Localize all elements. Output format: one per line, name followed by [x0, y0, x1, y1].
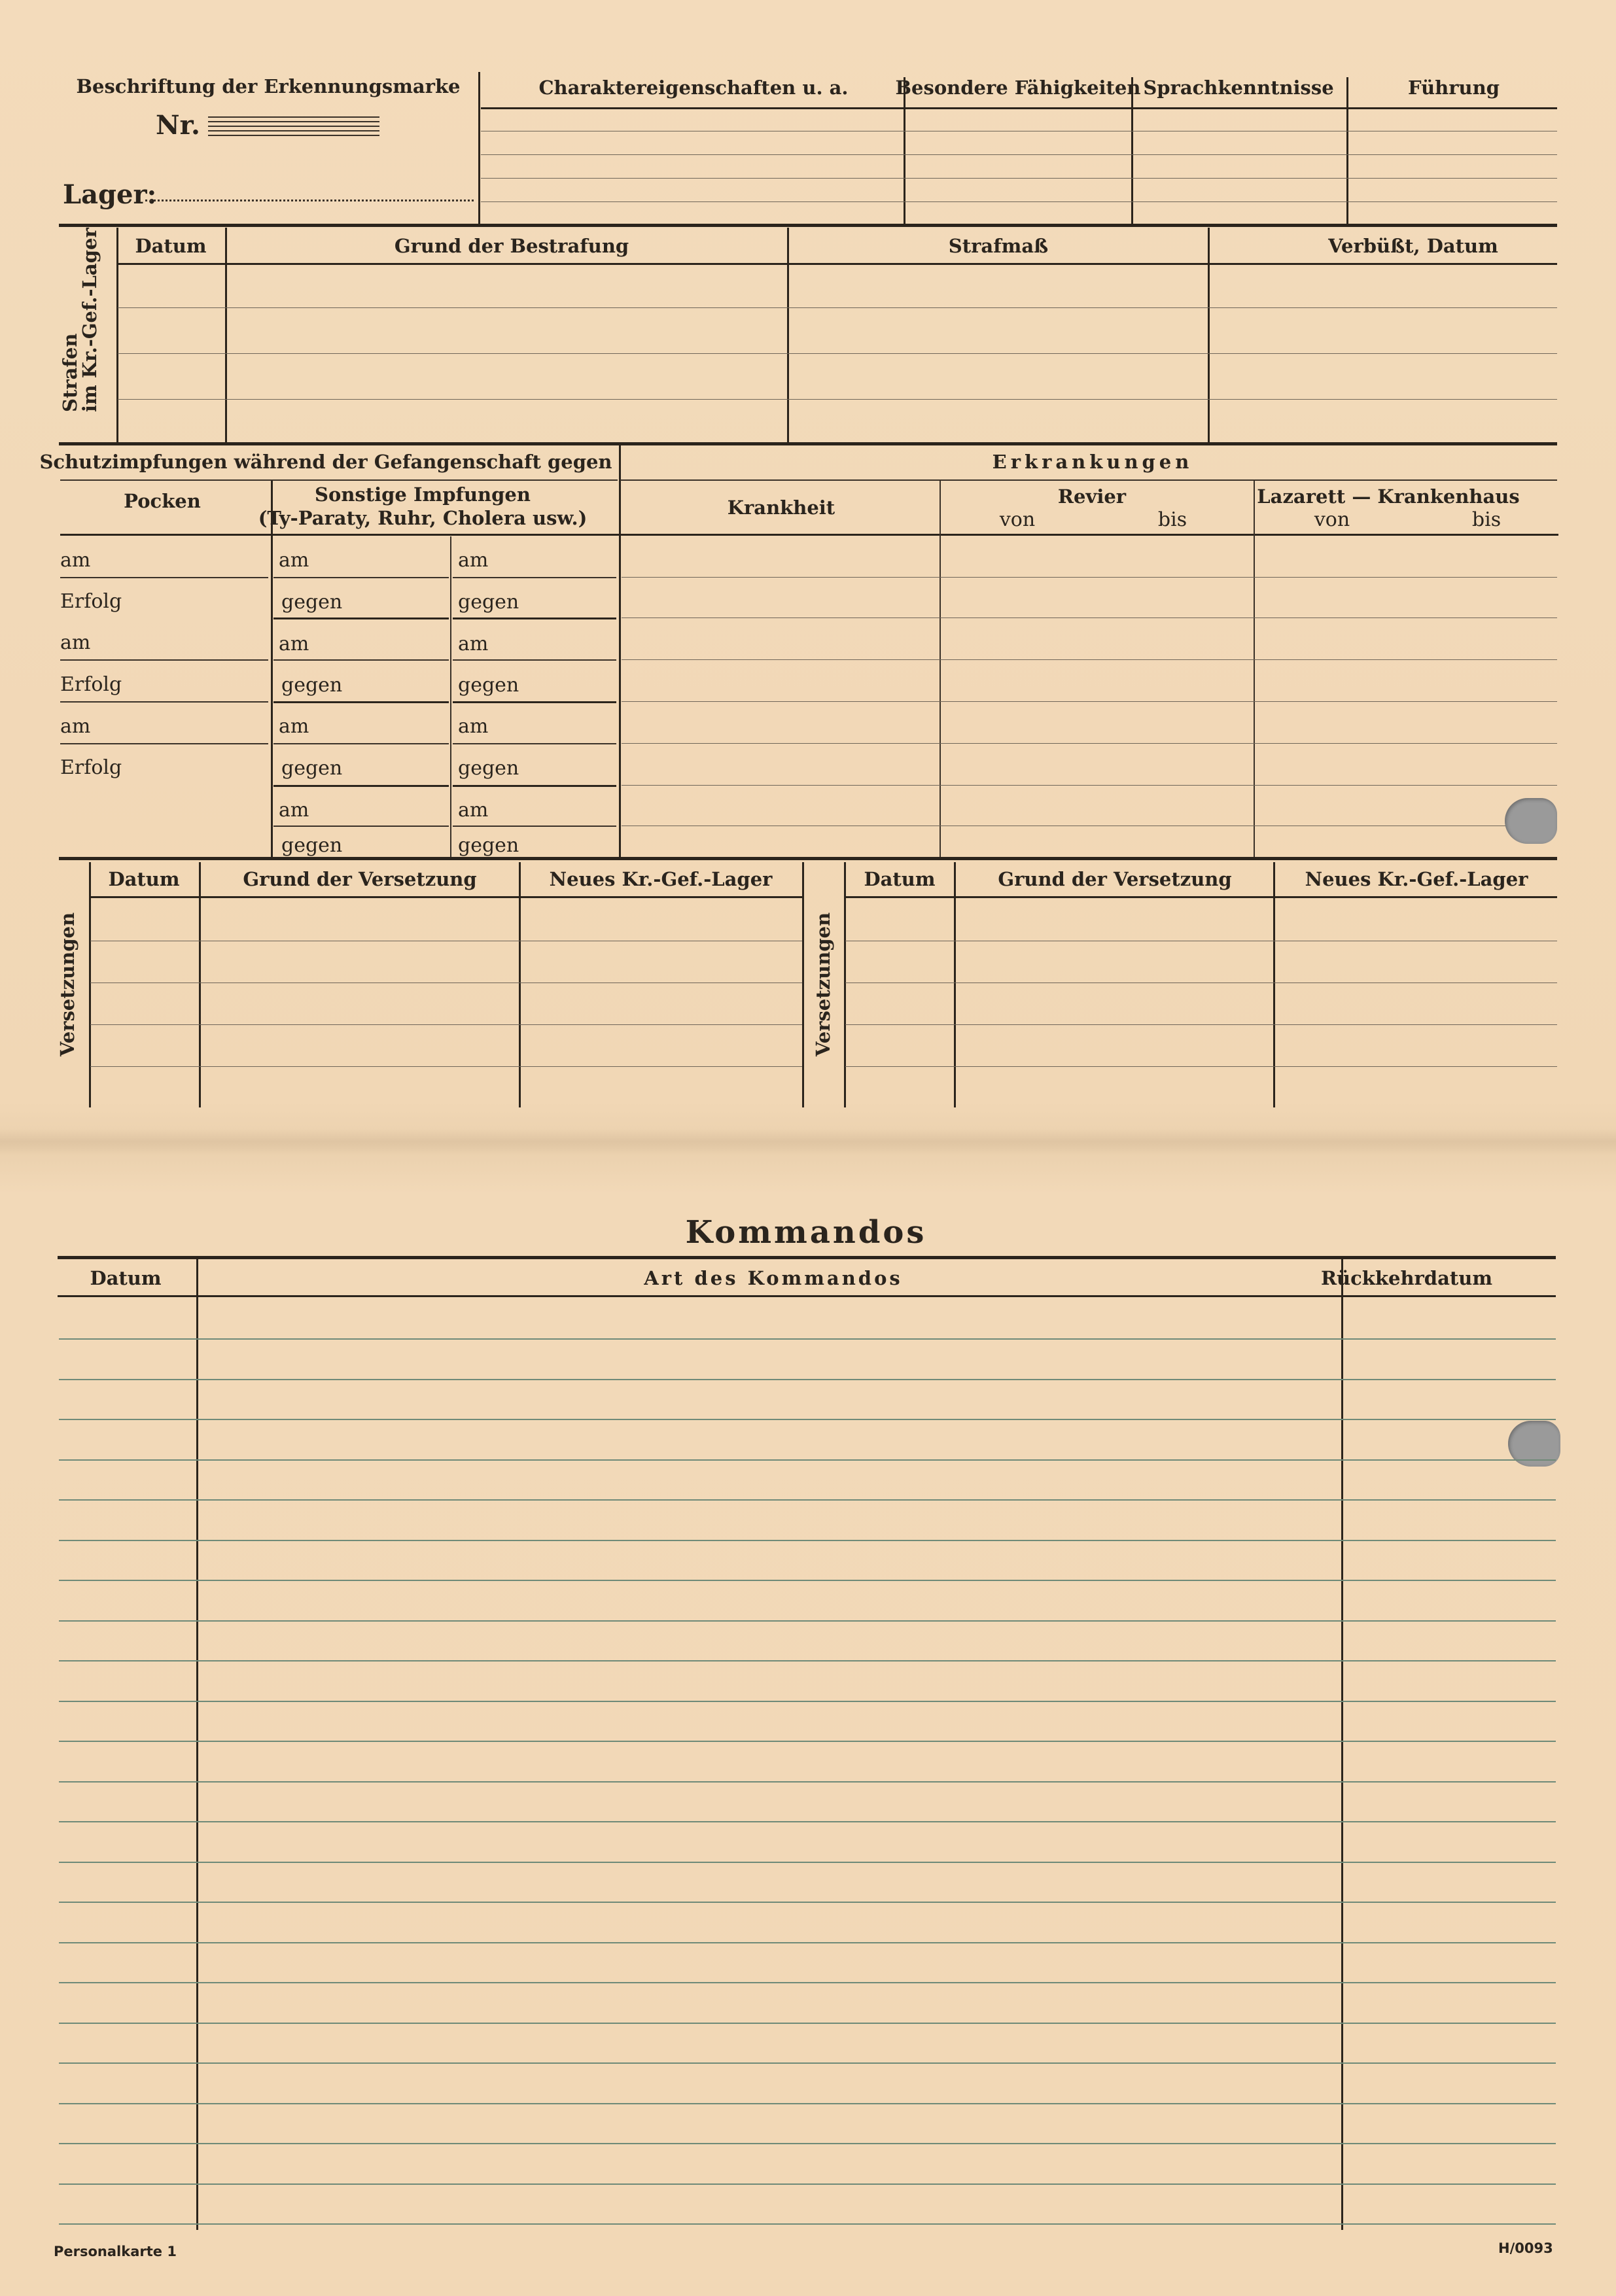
kommandos-row-line	[59, 1942, 1556, 1943]
strafen-divider-2	[787, 228, 789, 444]
vers-right-col-datum: Datum	[864, 868, 936, 890]
kommandos-header-line	[58, 1295, 1556, 1297]
kommandos-row-line	[59, 1379, 1556, 1380]
vers-left-right-border	[802, 862, 804, 1107]
kommandos-divider-2	[1341, 1259, 1343, 2230]
erkrankungen-divider-1	[940, 481, 941, 858]
kommandos-row-line	[59, 1701, 1556, 1702]
sonstige-line	[453, 659, 616, 661]
sonstige-line	[273, 617, 449, 619]
top-bottom-line	[59, 224, 1557, 227]
pocken-am-2: am	[60, 631, 91, 654]
top-row-line	[481, 201, 1557, 202]
sonstige-a-am-4: am	[279, 799, 309, 822]
vers-left-col-grund: Grund der Versetzung	[243, 868, 477, 890]
vers-row-line	[90, 1066, 802, 1067]
sonstige-b-am-3: am	[458, 715, 489, 738]
sonstige-b-am-4: am	[458, 799, 489, 822]
pocken-line	[60, 659, 268, 661]
erkrankungen-row-line	[622, 743, 1557, 744]
sonstige-a-gegen-3: gegen	[281, 757, 343, 780]
sprachkenntnisse-label: Sprachkenntnisse	[1143, 77, 1334, 99]
kommandos-row-line	[59, 1741, 1556, 1742]
sonstige-line	[453, 826, 616, 827]
vers-left-divider-2	[519, 862, 521, 1107]
sonstige-b-gegen-1: gegen	[458, 591, 519, 614]
impfungen-divider-1	[271, 481, 273, 858]
erkrankungen-heading-line	[620, 479, 1557, 481]
pocken-erfolg-2: Erfolg	[60, 673, 122, 696]
kommandos-row-line	[59, 2183, 1556, 2185]
col-divider-fuehrung	[1346, 77, 1348, 224]
sonstige-line	[453, 701, 616, 703]
sonstige-line	[273, 785, 449, 787]
impfungen-divider-2	[450, 536, 451, 858]
vers-left-divider-1	[199, 862, 201, 1107]
pocken-line	[60, 701, 268, 703]
lager-field[interactable]	[145, 200, 474, 201]
erkennungsmarke-label: Beschriftung der Erkennungsmarke	[76, 75, 461, 97]
erkrankungen-col-revier: Revier	[1057, 485, 1127, 508]
kommandos-title: Kommandos	[685, 1214, 927, 1251]
strafen-side-label-1: Strafen	[59, 333, 81, 412]
kommandos-row-line	[59, 2143, 1556, 2144]
pocken-line	[60, 743, 268, 744]
sonstige-line	[453, 617, 616, 619]
vers-left-col-neues: Neues Kr.-Gef.-Lager	[549, 868, 773, 890]
strafen-header-line	[118, 263, 1557, 265]
sonstige-a-am-1: am	[279, 549, 309, 572]
vers-right-header-line	[845, 896, 1557, 898]
impfungen-heading-line	[60, 479, 618, 481]
sonstige-line	[273, 743, 449, 744]
sonstige-a-am-3: am	[279, 715, 309, 738]
vers-row-line	[90, 1024, 802, 1025]
sonstige-a-am-2: am	[279, 633, 309, 655]
pocken-erfolg-3: Erfolg	[60, 756, 122, 779]
kommandos-row-line	[59, 2023, 1556, 2024]
kommandos-row-line	[59, 1580, 1556, 1581]
vers-right-col-neues: Neues Kr.-Gef.-Lager	[1305, 868, 1528, 890]
strafen-row-line	[118, 399, 1557, 400]
strafen-row-line	[118, 307, 1557, 308]
kommandos-row-line	[59, 1419, 1556, 1420]
impfungen-heading: Schutzimpfungen während der Gefangenschaft gegen	[39, 451, 612, 473]
impfungen-col-sonstige-2: (Ty-Paraty, Ruhr, Cholera usw.)	[258, 507, 588, 529]
impfungen-col-sonstige-1: Sonstige Impfungen	[315, 483, 531, 506]
top-row-line	[481, 154, 1557, 155]
charakter-label: Charaktereigenschaften u. a.	[538, 77, 849, 99]
kommandos-col-rueckkehr: Rückkehrdatum	[1320, 1267, 1493, 1289]
erkrankungen-heading: Erkrankungen	[992, 451, 1193, 473]
punch-hole	[1505, 798, 1557, 844]
sonstige-a-gegen-2: gegen	[281, 674, 343, 697]
kommandos-row-line	[59, 1660, 1556, 1661]
top-header-line	[481, 107, 1557, 109]
lazarett-bis: bis	[1471, 508, 1502, 531]
vers-left-header-line	[90, 896, 802, 898]
strafen-col-datum: Datum	[135, 235, 207, 257]
erkrankungen-col-lazarett: Lazarett — Krankenhaus	[1257, 485, 1520, 508]
kommandos-row-line	[59, 1902, 1556, 1903]
erkrankungen-row-line	[622, 659, 1557, 660]
strafen-bottom-line	[59, 442, 1557, 445]
strafen-divider-3	[1208, 228, 1210, 444]
strafen-left-border	[116, 228, 118, 444]
impfungen-right-border	[619, 445, 621, 858]
footer-form-name: Personalkarte 1	[54, 2244, 177, 2259]
top-divider	[478, 72, 480, 226]
col-divider-sprachen	[1131, 77, 1133, 224]
kommandos-row-line	[59, 1338, 1556, 1340]
pocken-am-3: am	[60, 715, 91, 738]
erkrankungen-row-line	[622, 701, 1557, 702]
impfungen-col-pocken: Pocken	[124, 490, 201, 512]
impfungen-header-line	[60, 534, 1558, 536]
erkrankungen-row-line	[622, 785, 1557, 786]
sonstige-b-gegen-2: gegen	[458, 674, 519, 697]
vers-right-divider-1	[954, 862, 956, 1107]
kommandos-top-line	[58, 1256, 1556, 1259]
kommandos-col-datum: Datum	[90, 1267, 162, 1289]
sonstige-line	[273, 701, 449, 703]
versetzungen-side-label-left: Versetzungen	[56, 912, 79, 1056]
sonstige-line	[453, 577, 616, 578]
nr-label: Nr.	[156, 110, 200, 141]
versetzungen-side-label-right: Versetzungen	[812, 912, 834, 1056]
kommandos-col-art: Art des Kommandos	[644, 1267, 903, 1289]
sonstige-b-am-1: am	[458, 549, 489, 572]
vers-left-border	[89, 862, 91, 1107]
kommandos-row-line	[59, 1982, 1556, 1983]
erkrankungen-col-krankheit: Krankheit	[727, 496, 835, 519]
kommandos-row-line	[59, 1781, 1556, 1783]
vers-row-line	[845, 1066, 1557, 1067]
kommandos-row-line	[59, 1540, 1556, 1541]
footer-form-code: H/0093	[1498, 2240, 1553, 2256]
pocken-am-1: am	[60, 549, 91, 572]
lazarett-von: von	[1314, 508, 1350, 531]
pocken-erfolg-1: Erfolg	[60, 590, 122, 613]
vers-right-divider-2	[1273, 862, 1275, 1107]
sonstige-line	[273, 826, 449, 827]
kommandos-row-line	[59, 1821, 1556, 1822]
strafen-col-verbuesst: Verbüßt, Datum	[1328, 235, 1498, 257]
kommandos-row-line	[59, 1499, 1556, 1501]
lager-label: Lager:	[63, 179, 157, 210]
kommandos-row-line	[59, 2062, 1556, 2064]
strafen-row-line	[118, 353, 1557, 354]
kommandos-row-line	[59, 1459, 1556, 1461]
kommandos-divider-1	[196, 1259, 198, 2230]
strafen-divider-1	[225, 228, 227, 444]
sonstige-line	[453, 785, 616, 787]
revier-von: von	[999, 508, 1036, 531]
fold-crease	[0, 1128, 1616, 1155]
strafen-side-label-2: im Kr.-Gef.-Lager	[79, 228, 101, 412]
kommandos-row-line	[59, 2223, 1556, 2225]
col-divider-faehigkeiten	[904, 77, 905, 224]
vers-right-col-grund: Grund der Versetzung	[998, 868, 1232, 890]
strafen-col-strafmass: Strafmaß	[948, 235, 1049, 257]
vers-right-border	[844, 862, 846, 1107]
sonstige-b-gegen-3: gegen	[458, 757, 519, 780]
top-row-line	[481, 178, 1557, 179]
nr-field[interactable]	[208, 116, 379, 139]
sonstige-b-am-2: am	[458, 633, 489, 655]
kommandos-row-line	[59, 2103, 1556, 2104]
pocken-line	[60, 577, 268, 578]
fuehrung-label: Führung	[1408, 77, 1500, 99]
erkrankungen-row-line	[622, 617, 1557, 618]
sonstige-a-gegen-1: gegen	[281, 591, 343, 614]
sonstige-line	[453, 743, 616, 744]
strafen-col-grund: Grund der Bestrafung	[394, 235, 629, 257]
strafen-side-label	[60, 228, 100, 412]
kommandos-row-line	[59, 1620, 1556, 1622]
impfungen-bottom-line	[59, 857, 1557, 860]
erkrankungen-divider-2	[1254, 481, 1255, 858]
sonstige-line	[273, 659, 449, 661]
faehigkeiten-label: Besondere Fähigkeiten	[895, 77, 1141, 99]
vers-left-col-datum: Datum	[108, 868, 180, 890]
sonstige-b-gegen-4: gegen	[458, 834, 519, 857]
revier-bis: bis	[1157, 508, 1187, 531]
kommandos-row-line	[59, 1862, 1556, 1863]
erkrankungen-row-line	[622, 577, 1557, 578]
sonstige-line	[273, 577, 449, 578]
sonstige-a-gegen-4: gegen	[281, 834, 343, 857]
vers-row-line	[845, 1024, 1557, 1025]
